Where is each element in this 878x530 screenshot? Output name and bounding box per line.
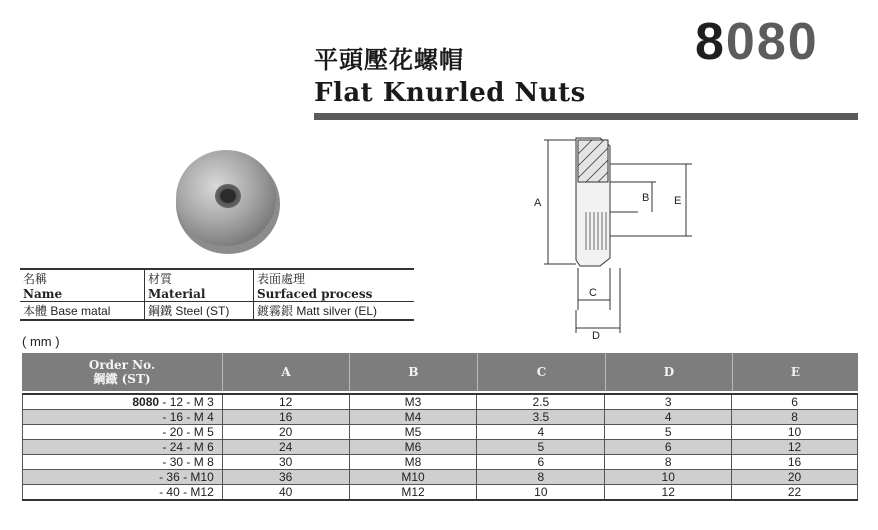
table-row [23, 440, 858, 455]
dimension-label-c: C [589, 287, 597, 299]
cell-c: 10 [477, 485, 605, 501]
material-table-row [20, 269, 414, 287]
cell-e: 8 [732, 410, 858, 425]
title-english: Flat Knurled Nuts [314, 78, 586, 108]
material-table-row [20, 287, 414, 302]
order-number-cell: - 24 - M 6 [23, 440, 223, 455]
material-cell: 名稱 [20, 269, 145, 287]
cell-e: 20 [732, 470, 858, 485]
table-row [23, 455, 858, 470]
unit-label: ( mm ) [22, 334, 60, 349]
cell-e: 16 [732, 455, 858, 470]
cell-d: 5 [605, 425, 732, 440]
cell-c: 8 [477, 470, 605, 485]
model-number-rest: 080 [725, 13, 819, 71]
order-number-cell [23, 394, 223, 410]
cell-b: M12 [349, 485, 477, 501]
cell-b: M6 [349, 440, 477, 455]
cell-b: M8 [349, 455, 477, 470]
dimension-label-a: A [534, 197, 542, 209]
dimension-label-d: D [592, 330, 600, 342]
table-row [23, 394, 858, 410]
order-suffix: - 12 - M 3 [162, 395, 214, 409]
cell-e: 6 [732, 394, 858, 410]
order-number-cell: - 20 - M 5 [23, 425, 223, 440]
cell-a: 24 [222, 440, 349, 455]
cell-d: 6 [605, 440, 732, 455]
material-table-row [20, 302, 414, 321]
table-row [23, 410, 858, 425]
cell-a: 12 [222, 394, 349, 410]
order-number-cell: - 30 - M 8 [23, 455, 223, 470]
header-col-b: B [408, 365, 419, 379]
header-col-e: E [790, 365, 801, 379]
table-row [23, 425, 858, 440]
cell-c: 4 [477, 425, 605, 440]
material-cell: 表面處理 [254, 269, 415, 287]
title-chinese: 平頭壓花螺帽 [314, 46, 464, 74]
material-cell: 本體 Base matal [20, 302, 145, 321]
order-number-cell: - 36 - M10 [23, 470, 223, 485]
spec-table-header [22, 353, 858, 391]
cell-d: 4 [605, 410, 732, 425]
cell-b: M4 [349, 410, 477, 425]
cell-e: 12 [732, 440, 858, 455]
dimension-label-e: E [674, 195, 682, 207]
title-underline [314, 113, 858, 120]
cell-b: M3 [349, 394, 477, 410]
table-row [23, 470, 858, 485]
header-col-a: A [281, 365, 291, 379]
material-cell: Surfaced process [254, 287, 415, 302]
cell-e: 22 [732, 485, 858, 501]
material-cell: Material [145, 287, 254, 302]
technical-drawing [520, 128, 710, 343]
header-order-no-line2: 鋼鐵 (ST) [93, 372, 151, 386]
dimension-label-b: B [642, 192, 650, 204]
cell-b: M5 [349, 425, 477, 440]
order-number-cell: - 16 - M 4 [23, 410, 223, 425]
spec-table [22, 393, 858, 501]
model-number-first-digit: 8 [695, 13, 726, 71]
cell-a: 16 [222, 410, 349, 425]
cell-d: 12 [605, 485, 732, 501]
cell-d: 8 [605, 455, 732, 470]
knurled-nut-photo [168, 138, 288, 258]
cell-d: 3 [605, 394, 732, 410]
material-cell: 鋼鐵 Steel (ST) [145, 302, 254, 321]
material-cell: 鍍霧銀 Matt silver (EL) [254, 302, 415, 321]
material-cell: Name [20, 287, 145, 302]
cell-c: 2.5 [477, 394, 605, 410]
cell-d: 10 [605, 470, 732, 485]
cell-a: 40 [222, 485, 349, 501]
cell-b: M10 [349, 470, 477, 485]
order-number-cell: - 40 - M12 [23, 485, 223, 501]
model-number [695, 12, 819, 72]
material-cell: 材質 [145, 269, 254, 287]
cell-c: 6 [477, 455, 605, 470]
cell-c: 3.5 [477, 410, 605, 425]
material-table [20, 268, 414, 321]
header-col-c: C [536, 365, 547, 379]
header-col-d: D [663, 365, 675, 379]
order-prefix: 8080 [132, 395, 160, 409]
header-order-no-line1: Order No. [88, 358, 156, 372]
table-row [23, 485, 858, 501]
cell-c: 5 [477, 440, 605, 455]
cell-e: 10 [732, 425, 858, 440]
cell-a: 30 [222, 455, 349, 470]
cell-a: 36 [222, 470, 349, 485]
cell-a: 20 [222, 425, 349, 440]
header-order-no [22, 353, 222, 391]
